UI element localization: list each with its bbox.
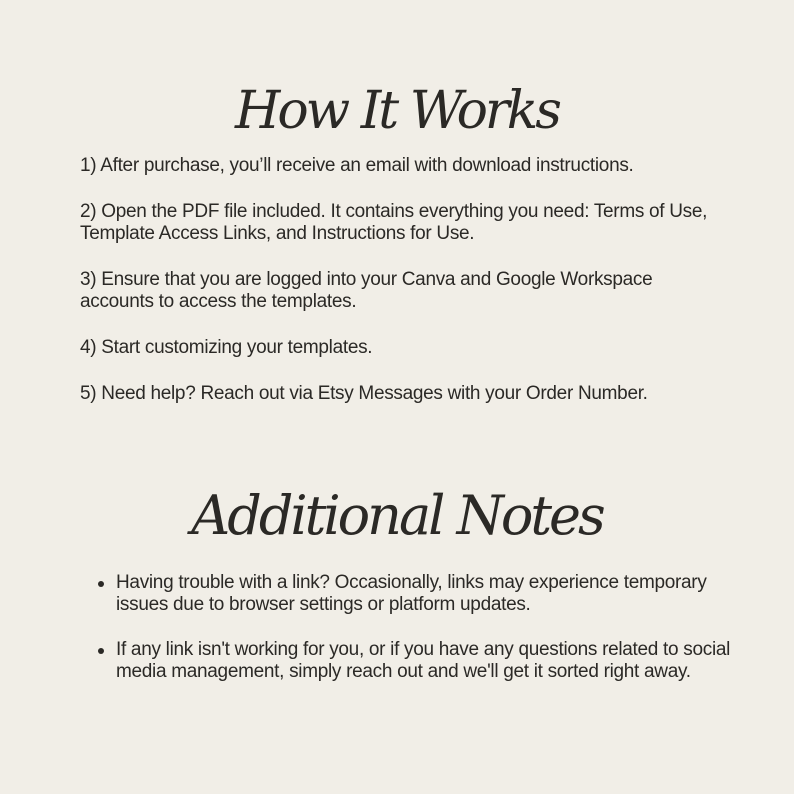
step-item: 1) After purchase, you’ll receive an email with download instructions. [80, 155, 634, 176]
note-text: Having trouble with a link? Occasionally, links may experience temporary issues due to browser settings or platform updates. [116, 572, 707, 615]
bullet-icon [98, 648, 104, 654]
note-item [98, 572, 738, 616]
note-text: If any link isn't working for you, or if you have any questions related to social media management, simply reach out and we'll get it sorted right away. [116, 639, 731, 682]
notes-list [98, 572, 738, 706]
bullet-icon [98, 581, 104, 587]
how-it-works-title: How It Works [235, 81, 559, 141]
step-item: 3) Ensure that you are logged into your Canva and Google Workspace accounts to access the templates. [80, 269, 653, 312]
step-item: 4) Start customizing your templates. [80, 337, 373, 358]
step-item: 2) Open the PDF file included. It contains everything you need: Terms of Use, Template Access Links, and Instructions for Use. [80, 201, 708, 244]
additional-notes-title: Additional Notes [191, 484, 603, 547]
note-item [98, 639, 738, 683]
steps-list [80, 155, 730, 429]
step-item: 5) Need help? Reach out via Etsy Messages with your Order Number. [80, 383, 648, 404]
